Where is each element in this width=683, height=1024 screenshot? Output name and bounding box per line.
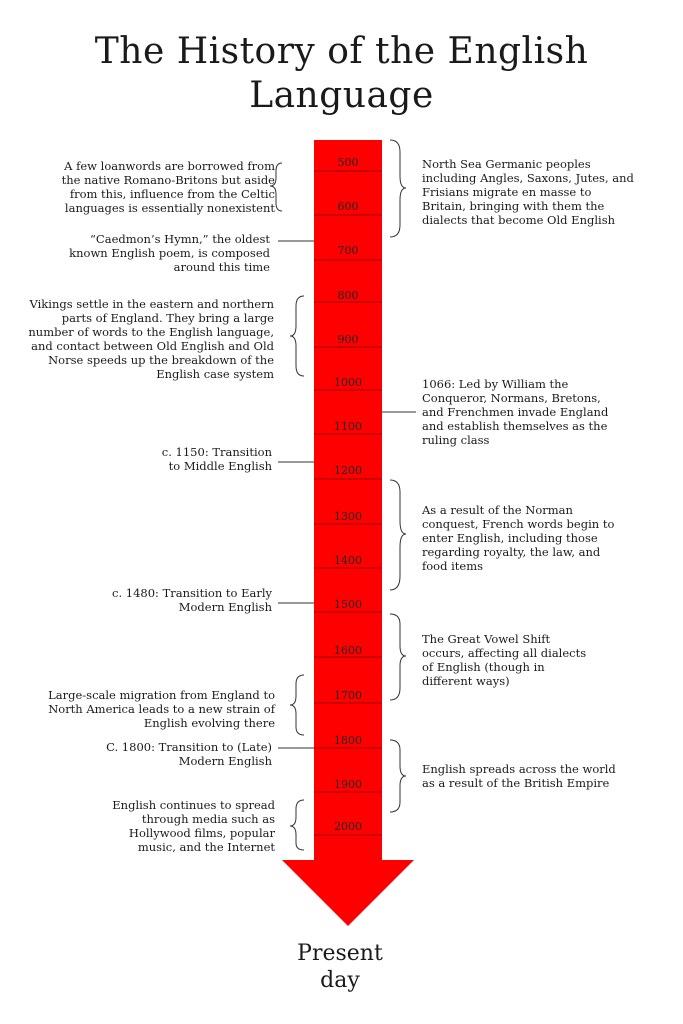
note-line: known English poem, is composed xyxy=(69,246,270,260)
note-early-modern xyxy=(80,586,272,614)
note-line: as a result of the British Empire xyxy=(422,776,610,790)
note-line: As a result of the Norman xyxy=(422,503,573,517)
note-line: the native Romano-Britons but aside xyxy=(61,173,275,187)
note-line: English evolving there xyxy=(143,716,275,730)
year-label-900: 900 xyxy=(337,333,359,346)
note-line: 1066: Led by William the xyxy=(422,377,569,391)
note-line: and Frenchmen invade England xyxy=(422,405,609,419)
year-label-1500: 1500 xyxy=(334,598,362,611)
year-label-1400: 1400 xyxy=(334,554,362,567)
year-label-2000: 2000 xyxy=(334,820,362,833)
note-line: from this, influence from the Celtic xyxy=(69,187,275,201)
brace-vikings xyxy=(290,296,304,376)
note-america xyxy=(10,688,275,730)
note-line: C. 1800: Transition to (Late) xyxy=(106,740,272,754)
year-label-1000: 1000 xyxy=(334,376,362,389)
note-line: languages is essentially nonexistent xyxy=(64,201,275,215)
note-line: and establish themselves as the xyxy=(422,419,608,433)
note-line: English case system xyxy=(156,367,274,381)
note-line: North America leads to a new strain of xyxy=(48,702,275,716)
note-line: regarding royalty, the law, and xyxy=(422,545,601,559)
brace-vowel-shift xyxy=(390,614,406,700)
year-label-500: 500 xyxy=(337,156,359,169)
note-empire xyxy=(422,762,672,790)
year-label-1700: 1700 xyxy=(334,689,362,702)
note-line: to Middle English xyxy=(168,459,272,473)
year-label-600: 600 xyxy=(337,200,359,213)
note-line: The Great Vowel Shift xyxy=(422,632,551,646)
note-line: around this time xyxy=(173,260,270,274)
note-line: ruling class xyxy=(422,433,490,447)
note-late-modern xyxy=(70,740,272,768)
present-day-line-2: day xyxy=(320,968,360,993)
note-line: c. 1480: Transition to Early xyxy=(112,586,272,600)
year-label-700: 700 xyxy=(337,244,359,257)
note-line: Modern English xyxy=(178,600,272,614)
year-label-800: 800 xyxy=(337,289,359,302)
brace-america xyxy=(290,675,304,735)
note-line: Frisians migrate en masse to xyxy=(422,185,592,199)
note-line: Conqueror, Normans, Bretons, xyxy=(422,391,601,405)
note-line: Norse speeds up the breakdown of the xyxy=(48,353,274,367)
year-label-1200: 1200 xyxy=(334,464,362,477)
note-line: English spreads across the world xyxy=(422,762,616,776)
year-label-1900: 1900 xyxy=(334,778,362,791)
brace-french-words xyxy=(390,480,406,590)
note-line: conquest, French words begin to xyxy=(422,517,615,531)
note-french-words xyxy=(422,503,672,573)
note-vikings xyxy=(4,297,274,381)
year-label-1300: 1300 xyxy=(334,510,362,523)
note-line: food items xyxy=(422,559,484,573)
note-line: through media such as xyxy=(141,812,275,826)
note-line: Hollywood films, popular xyxy=(128,826,275,840)
note-line: and contact between Old English and Old xyxy=(31,339,274,353)
title-line-1: The History of the English xyxy=(94,31,589,72)
note-germanic xyxy=(422,157,672,227)
year-label-1800: 1800 xyxy=(334,734,362,747)
title-line-2: Language xyxy=(249,75,434,116)
note-line: North Sea Germanic peoples xyxy=(422,157,591,171)
note-line: Vikings settle in the eastern and northern xyxy=(29,297,274,311)
note-line: music, and the Internet xyxy=(137,840,275,854)
note-line: of English (though in xyxy=(422,660,545,674)
brace-media xyxy=(290,800,304,850)
note-line: different ways) xyxy=(422,674,510,688)
note-line: dialects that become Old English xyxy=(422,213,616,227)
note-media xyxy=(70,798,275,854)
brace-empire xyxy=(390,740,406,812)
note-line: “Caedmon’s Hymn,” the oldest xyxy=(90,232,270,246)
note-celtic xyxy=(20,159,275,215)
note-line: Modern English xyxy=(178,754,272,768)
note-line: number of words to the English language, xyxy=(28,325,274,339)
note-middle-english xyxy=(100,445,272,473)
note-line: c. 1150: Transition xyxy=(161,445,272,459)
note-line: English continues to spread xyxy=(112,798,275,812)
note-caedmon xyxy=(30,232,270,274)
note-line: enter English, including those xyxy=(422,531,598,545)
present-day-label xyxy=(280,940,400,994)
note-line: Britain, bringing with them the xyxy=(422,199,605,213)
note-line: Large-scale migration from England to xyxy=(48,688,275,702)
year-label-1100: 1100 xyxy=(334,420,362,433)
timeline-arrowhead xyxy=(282,860,414,926)
present-day-line-1: Present xyxy=(297,941,383,966)
note-line: parts of England. They bring a large xyxy=(61,311,274,325)
note-line: including Angles, Saxons, Jutes, and xyxy=(422,171,634,185)
note-norman-invasion xyxy=(422,377,672,447)
year-label-1600: 1600 xyxy=(334,644,362,657)
note-vowel-shift xyxy=(422,632,672,688)
brace-germanic xyxy=(390,140,406,237)
note-line: A few loanwords are borrowed from xyxy=(64,159,275,173)
note-line: occurs, affecting all dialects xyxy=(422,646,587,660)
